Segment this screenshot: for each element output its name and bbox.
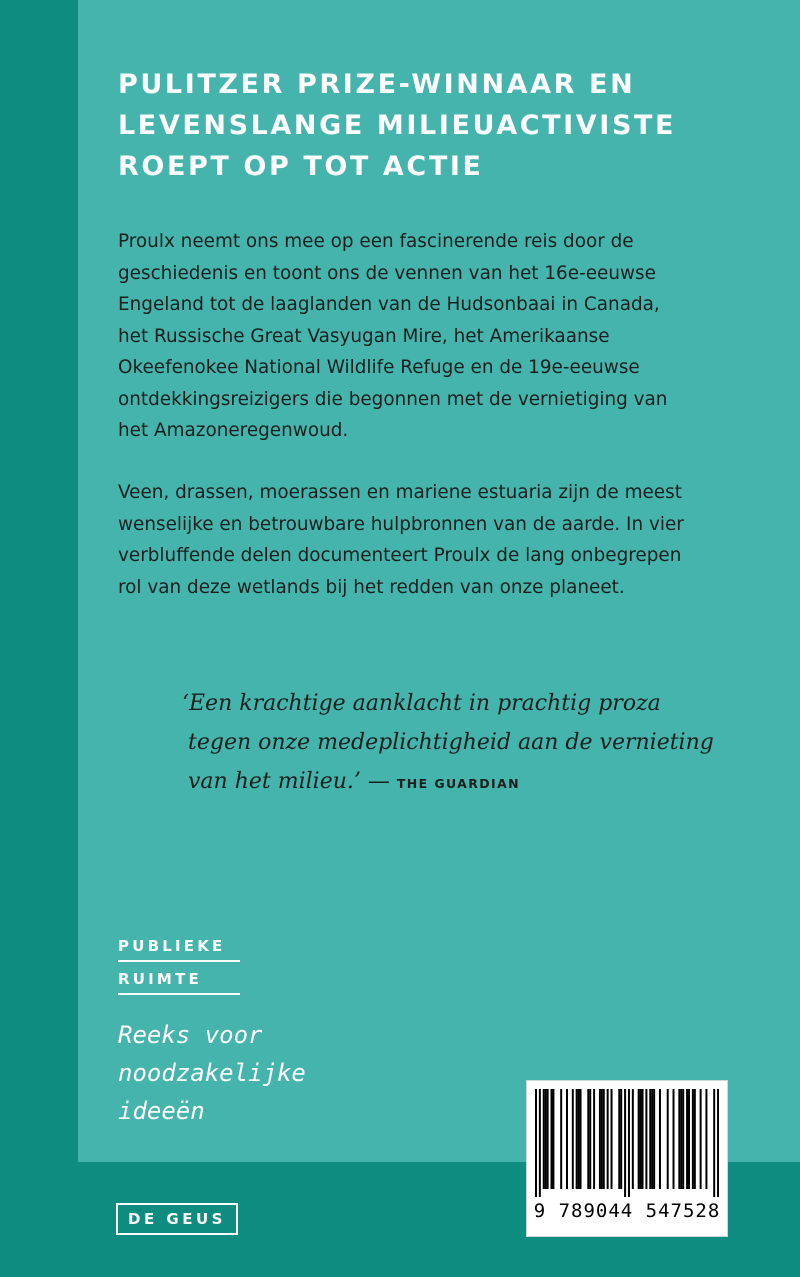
barcode-bar [550, 1089, 552, 1189]
press-quote [182, 684, 742, 803]
barcode-bar [539, 1089, 541, 1197]
barcode-bar [659, 1089, 661, 1189]
barcode-bar [638, 1089, 640, 1189]
barcode-bar [618, 1089, 620, 1189]
blurb-line: Proulx neemt ons mee op een fascinerende reis door de [118, 231, 634, 252]
blurb-line: het Russische Great Vasyugan Mire, het Amerikaanse [118, 325, 610, 347]
tagline-line: Reeks voor [118, 1021, 263, 1049]
blurb-line: verbluffende delen documenteert Proulx de lang onbegrepen [118, 545, 682, 566]
barcode-bar [603, 1089, 605, 1189]
blurb-line: Engeland tot de laaglanden van de Hudsonbaai in Canada, [118, 294, 660, 315]
isbn-barcode [526, 1080, 728, 1237]
blurb-paragraph-2 [118, 477, 768, 603]
barcode-bar [649, 1089, 651, 1189]
blurb-line: geschiedenis en toont ons de vennen van het 16e-eeuwse [118, 262, 656, 284]
barcode-bar [667, 1089, 669, 1189]
barcode-bar [560, 1089, 562, 1189]
series-label-line-2: RUIMTE [118, 970, 240, 995]
barcode-bar [566, 1089, 568, 1189]
blurb-paragraph-1 [118, 226, 768, 447]
barcode-bar [593, 1089, 595, 1189]
tagline-line: ideeën [118, 1097, 205, 1125]
barcode-bar [632, 1089, 634, 1189]
barcode-bar [653, 1089, 655, 1189]
barcode-bar [552, 1089, 554, 1189]
barcode-bar [578, 1089, 580, 1189]
barcode-bar [694, 1089, 696, 1189]
heading-line: PULITZER PRIZE-WINNAAR EN [118, 69, 636, 100]
blurb-line: ontdekkingsreizigers die begonnen met de vernietiging van [118, 388, 668, 410]
barcode-bar [543, 1089, 545, 1189]
barcode-bar [624, 1089, 626, 1197]
cover-heading [118, 64, 758, 187]
isbn-number: 9 789044 547528 [533, 1200, 721, 1222]
barcode-bar [713, 1089, 715, 1197]
quote-source: THE GUARDIAN [396, 776, 521, 791]
barcode-bar [645, 1089, 647, 1189]
barcode-bar [642, 1089, 644, 1189]
barcode-bar [599, 1089, 601, 1189]
barcode-bar [717, 1089, 719, 1197]
blurb-line: het Amazoneregenwoud. [118, 420, 349, 441]
series-label-line-1: PUBLIEKE [118, 937, 240, 962]
barcode-bar [576, 1089, 578, 1189]
barcode-bar [680, 1089, 682, 1189]
barcode-bar [611, 1089, 613, 1189]
barcode-bar [673, 1089, 675, 1189]
heading-line: LEVENSLANGE MILIEUACTIVISTE [118, 110, 677, 141]
barcode-bar [620, 1089, 622, 1189]
blurb-line: Okeefenokee National Wildlife Refuge en de 19e-eeuwse [118, 357, 640, 378]
barcode-bar [628, 1089, 630, 1197]
quote-text: van het milieu.’ — [188, 769, 397, 794]
barcode-bars [535, 1089, 719, 1197]
barcode-bar [682, 1089, 684, 1189]
barcode-bar [700, 1089, 702, 1189]
blurb-line: Veen, drassen, moerassen en mariene estuaria zijn de meest [118, 482, 682, 503]
tagline-line: noodzakelijke [118, 1059, 306, 1087]
barcode-bar [535, 1089, 537, 1197]
barcode-bar [545, 1089, 547, 1189]
barcode-bar [547, 1089, 549, 1189]
barcode-bar [651, 1089, 653, 1189]
barcode-bar [589, 1089, 591, 1189]
barcode-bar [601, 1089, 603, 1189]
quote-line-final [182, 762, 742, 803]
barcode-bar [678, 1089, 680, 1189]
barcode-bar [572, 1089, 574, 1189]
publisher-logo: DE GEUS [116, 1203, 238, 1235]
blurb-line: wenselijke en betrouwbare hulpbronnen van de aarde. In vier [118, 513, 684, 535]
barcode-bar [640, 1089, 642, 1189]
barcode-bar [587, 1089, 589, 1189]
barcode-bar [580, 1089, 582, 1189]
barcode-bar [692, 1089, 694, 1189]
barcode-bar [688, 1089, 690, 1189]
series-tagline [118, 1016, 306, 1130]
blurb-line: rol van deze wetlands bij het redden van onze planeet. [118, 576, 625, 598]
quote-line: tegen onze medeplichtigheid aan de vernieting [188, 730, 714, 755]
quote-line: ‘Een krachtige aanklacht in prachtig proza [182, 691, 661, 716]
barcode-bar [705, 1089, 707, 1189]
heading-line: ROEPT OP TOT ACTIE [118, 151, 484, 182]
barcode-bar [686, 1089, 688, 1189]
barcode-bar [607, 1089, 609, 1189]
